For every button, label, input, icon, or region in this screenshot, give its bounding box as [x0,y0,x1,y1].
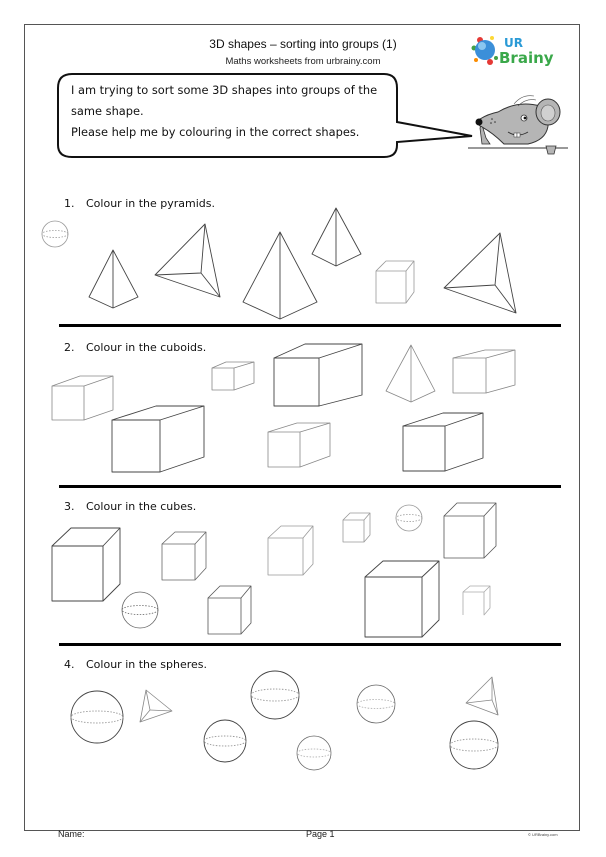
sphere-shape[interactable] [122,592,158,628]
pyramid-shape[interactable] [312,208,361,266]
sphere-shape[interactable] [357,685,395,723]
cube-shape[interactable] [208,586,251,634]
pyramid-shape[interactable] [155,224,220,297]
cube-shape[interactable] [463,586,490,615]
copyright-notice: © URBrainy.com [528,832,558,837]
sphere-shape[interactable] [297,736,331,770]
cube-shape[interactable] [343,513,370,542]
sphere-shape[interactable] [71,691,123,743]
cube-shape[interactable] [376,261,414,303]
cuboid-shape[interactable] [112,406,204,472]
cube-shape[interactable] [268,526,313,575]
q1-shapes [42,208,516,319]
speech-line: same shape. [71,104,144,118]
cube-shape[interactable] [365,561,439,637]
page-number: Page 1 [306,829,335,839]
q4-shapes [71,671,498,770]
cube-shape[interactable] [52,528,120,601]
question-number: 1. [64,197,75,210]
q3-shapes [52,503,496,637]
question-text: Colour in the cuboids. [86,341,207,354]
cuboid-shape[interactable] [403,413,483,471]
cube-shape[interactable] [444,503,496,558]
cuboid-shape[interactable] [453,350,515,393]
worksheet-subtitle: Maths worksheets from urbrainy.com [225,56,381,67]
name-label: Name: [58,829,85,839]
cube-shape[interactable] [162,532,206,580]
pyramid-shape[interactable] [466,677,498,715]
logo-brainy: Brainy [499,49,554,67]
question-text: Colour in the pyramids. [86,197,215,210]
cuboid-shape[interactable] [268,423,330,467]
question-text: Colour in the spheres. [86,658,207,671]
cuboid-shape[interactable] [52,376,113,420]
question-text: Colour in the cubes. [86,500,197,513]
question-number: 3. [64,500,75,513]
pyramid-shape[interactable] [89,250,138,308]
pyramid-shape[interactable] [243,232,317,319]
q2-shapes [52,344,515,472]
sphere-shape[interactable] [450,721,498,769]
sphere-shape[interactable] [396,505,422,531]
pyramid-shape[interactable] [386,345,435,402]
cuboid-shape[interactable] [212,362,254,390]
sphere-shape[interactable] [251,671,299,719]
worksheet-title: 3D shapes – sorting into groups (1) [209,37,397,51]
sphere-shape[interactable] [204,720,246,762]
pyramid-shape[interactable] [444,233,516,313]
pyramid-shape[interactable] [140,690,172,722]
cuboid-shape[interactable] [274,344,362,406]
question-number: 2. [64,341,75,354]
speech-line: I am trying to sort some 3D shapes into groups of the [71,83,378,97]
sphere-shape[interactable] [42,221,68,247]
logo-ur: UR [504,36,523,50]
question-number: 4. [64,658,75,671]
speech-line: Please help me by colouring in the correct shapes. [71,125,360,139]
